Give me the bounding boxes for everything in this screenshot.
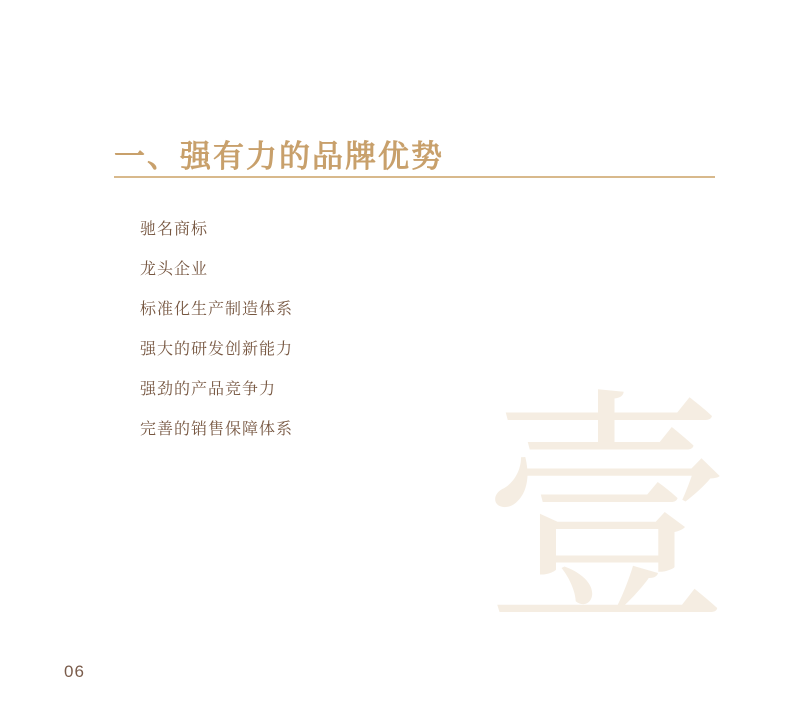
- advantage-item: 强劲的产品竞争力: [140, 381, 277, 398]
- advantage-item: 龙头企业: [140, 261, 209, 278]
- advantage-item: 标准化生产制造体系: [140, 301, 294, 318]
- page-number: 06: [64, 662, 85, 681]
- watermark-character: 壹: [482, 367, 732, 658]
- title-underline: [114, 176, 715, 178]
- section-title: 一、强有力的品牌优势: [114, 139, 444, 174]
- advantage-item: 完善的销售保障体系: [140, 421, 294, 438]
- advantage-item: 强大的研发创新能力: [140, 341, 294, 358]
- advantage-item: 驰名商标: [140, 221, 209, 238]
- advantages-list: [140, 222, 293, 462]
